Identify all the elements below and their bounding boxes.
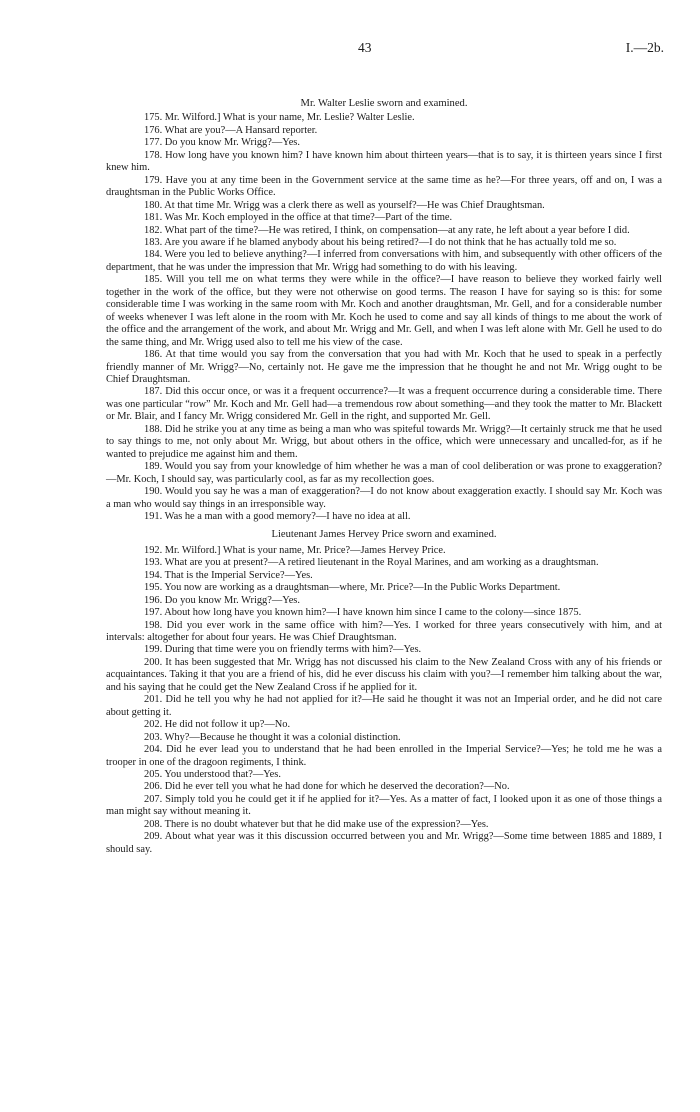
testimony-paragraph [106, 644, 662, 656]
testimony-paragraph [106, 237, 662, 249]
question-number: 205. [144, 769, 163, 781]
paragraph-text: You now are working as a draughtsman—where, Mr. Price?—In the Public Works Department. [164, 582, 561, 594]
paragraph-text: Did you ever work in the same office with him?—Yes. I worked for three years consecutively with him, and at intervals: altogether for about four years. He was Chief Draughtsman. [106, 619, 662, 644]
paragraph-text: He did not follow it up?—No. [164, 719, 291, 731]
document-body [106, 98, 662, 856]
question-number: 187. [144, 386, 163, 398]
testimony-paragraph [106, 212, 662, 224]
testimony-paragraph [106, 831, 662, 856]
testimony-paragraph [106, 819, 662, 831]
testimony-paragraph [106, 657, 662, 694]
testimony-paragraph [106, 595, 662, 607]
question-number: 202. [144, 719, 163, 731]
paragraph-text: Do you know Mr. Wrigg?—Yes. [164, 594, 300, 606]
testimony-paragraph [106, 125, 662, 137]
question-number: 196. [144, 594, 163, 606]
question-number: 184. [144, 249, 163, 261]
testimony-paragraph [106, 557, 662, 569]
testimony-paragraph [106, 225, 662, 237]
question-number: 190. [144, 486, 163, 498]
paragraph-text: That is the Imperial Service?—Yes. [164, 569, 313, 581]
testimony-paragraph [106, 137, 662, 149]
paragraph-text: How long have you known him? I have known him about thirteen years—that is to say, it is thirteen years since I first knew him. [106, 149, 662, 174]
question-number: 199. [144, 644, 163, 656]
question-number: 207. [144, 793, 163, 805]
testimony-paragraph [106, 570, 662, 582]
question-number: 175. [144, 112, 163, 124]
paragraph-text: What part of the time?—He was retired, I think, on compensation—at any rate, he left about a year before I did. [164, 224, 630, 236]
question-number: 189. [144, 461, 163, 473]
testimony-paragraph [106, 511, 662, 523]
testimony-paragraph [106, 769, 662, 781]
paragraph-text: Was Mr. Koch employed in the office at that time?—Part of the time. [164, 212, 453, 224]
testimony-paragraph [106, 620, 662, 645]
testimony-paragraph [106, 461, 662, 486]
question-number: 191. [144, 510, 163, 522]
paragraph-text: Will you tell me on what terms they were while in the office?—I have reason to believe they worked fairly well together in the work of the office, but they were not otherwise on good terms. The reason I have for saying so is this: for some considerable time I was working in the same room with Mr. Koch and another draughtsman, Mr. Gell, and for a considerable number of weeks whenever I was left alone in the room with Mr. Koch he used to come and say all kinds of things to me about the work of the office and the arrangement of the work, and about Mr. Wrigg and Mr. Gell, and when I was left alone with Mr. Gell he used to do the same thing, and Mr. Wrigg used also to tell me his view of the case. [106, 274, 662, 348]
testimony-paragraph [106, 386, 662, 423]
testimony-paragraph [106, 794, 662, 819]
testimony-paragraph [106, 200, 662, 212]
testimony-paragraph [106, 112, 662, 124]
paragraph-text: Would you say from your knowledge of him whether he was a man of cool deliberation or was prone to exaggeration?—Mr. Koch, I should say, was particularly cool, as far as my recollection goes. [106, 461, 662, 485]
paragraph-text: There is no doubt whatever but that he did make use of the expression?—Yes. [164, 818, 489, 830]
testimony-paragraph [106, 150, 662, 175]
question-number: 188. [144, 423, 163, 435]
testimony-paragraph [106, 249, 662, 274]
testimony-paragraph [106, 694, 662, 719]
question-number: 193. [144, 557, 163, 569]
question-number: 185. [144, 274, 163, 286]
testimony-paragraph [106, 175, 662, 200]
question-number: 198. [144, 619, 163, 631]
paragraph-text: Was he a man with a good memory?—I have no idea at all. [164, 510, 411, 522]
paragraph-text: What are you?—A Hansard reporter. [164, 124, 318, 136]
paragraph-text: Have you at any time been in the Government service at the same time as he?—For three years, off and on, I was a draughtsman in the Public Works Office. [106, 174, 662, 199]
question-number: 201. [144, 694, 163, 706]
question-number: 179. [144, 174, 163, 186]
paragraph-text: Are you aware if he blamed anybody about his being retired?—I do not think that he has actually told me so. [164, 236, 617, 248]
question-number: 209. [144, 831, 163, 843]
testimony-paragraph [106, 744, 662, 769]
paragraph-text: Would you say he was a man of exaggeration?—I do not know about exaggeration exactly. I should say Mr. Koch was a man who would say things in an irresponsible way. [106, 486, 662, 510]
paragraph-text: Simply told you he could get it if he applied for it?—Yes. As a matter of fact, I looked upon it as one of those things a man might say without meaning it. [106, 793, 662, 818]
section-heading: Lieutenant James Hervey Price sworn and examined. [271, 529, 497, 541]
question-number: 203. [144, 731, 163, 743]
testimony-paragraph [106, 545, 662, 557]
paragraph-text: Do you know Mr. Wrigg?—Yes. [164, 137, 300, 149]
question-number: 178. [144, 149, 163, 161]
testimony-paragraph [106, 719, 662, 731]
paragraph-text: During that time were you on friendly terms with him?—Yes. [164, 644, 422, 656]
paragraph-text: At that time would you say from the conversation that you had with Mr. Koch that he used to speak in a perfectly friendly manner of Mr. Wrigg?—No, certainly not. He gave me the impression that he thought he and not Mr. Wrigg ought to be Chief Draughtsman. [106, 349, 662, 385]
question-number: 206. [144, 781, 163, 793]
question-number: 200. [144, 656, 163, 668]
document-reference: I.—2b. [625, 40, 664, 55]
question-number: 192. [144, 544, 163, 556]
paragraph-text: Did he strike you at any time as being a man who was spiteful towards Mr. Wrigg?—It certainly struck me that he used to say things to me, not only about Mr. Wrigg, but about others in the office, which were unnecessary and uncalled-for, as if he wanted to prejudice me against him and them. [106, 423, 662, 460]
question-number: 181. [144, 212, 163, 224]
question-number: 194. [144, 569, 163, 581]
testimony-paragraph [106, 486, 662, 511]
page-header [0, 40, 700, 60]
paragraph-text: Did he ever lead you to understand that he had been enrolled in the Imperial Service?—Yes; he told me he was a trooper in one of the dragoon regiments, I think. [106, 744, 662, 768]
question-number: 208. [144, 818, 163, 830]
paragraph-text: What are you at present?—A retired lieutenant in the Royal Marines, and am working as a draughtsman. [164, 557, 599, 569]
paragraph-text: You understood that?—Yes. [164, 769, 281, 781]
testimony-paragraph [106, 781, 662, 793]
testimony-paragraph [106, 732, 662, 744]
paragraph-text: About how long have you known him?—I have known him since I came to the colony—since 1875. [164, 607, 582, 619]
page-number: 43 [358, 40, 372, 55]
testimony-paragraph [106, 582, 662, 594]
paragraph-text: Did he tell you why he had not applied for it?—He said he thought it was not an Imperial order, and he did not care about getting it. [106, 694, 662, 718]
paragraph-text: Why?—Because he thought it was a colonial distinction. [164, 731, 401, 743]
paragraph-text: Mr. Wilford.] What is your name, Mr. Price?—James Hervey Price. [164, 544, 446, 556]
paragraph-text: Did this occur once, or was it a frequent occurrence?—It was a frequent occurrence during a considerable time. There was one particular “row” Mr. Koch and Mr. Gell had—a tremendous row about something—and they took the matter to Mr. Blackett or Mr. Blair, and I fancy Mr. Wrigg considered Mr. Gell in the right, and supported Mr. Gell. [106, 386, 662, 423]
paragraph-text: It has been suggested that Mr. Wrigg has not discussed his claim to the New Zealand Cross with any of his friends or acquaintances. Taking it that you are a friend of his, did he ever discuss his claim with you?—I remember him talking about the war, and his saying that he could get the New Zealand Cross if he applied for it. [106, 656, 662, 693]
testimony-paragraph [106, 607, 662, 619]
question-number: 180. [144, 199, 163, 211]
question-number: 197. [144, 607, 163, 619]
question-number: 195. [144, 582, 163, 594]
testimony-paragraph [106, 349, 662, 386]
question-number: 186. [144, 349, 163, 361]
question-number: 204. [144, 744, 163, 756]
question-number: 176. [144, 124, 163, 136]
paragraph-text: At that time Mr. Wrigg was a clerk there as well as yourself?—He was Chief Draughtsman. [164, 199, 545, 211]
question-number: 177. [144, 137, 163, 149]
paragraph-text: Did he ever tell you what he had done for which he deserved the decoration?—No. [164, 781, 510, 793]
paragraph-text: Mr. Wilford.] What is your name, Mr. Leslie? Walter Leslie. [164, 112, 415, 124]
question-number: 182. [144, 224, 163, 236]
paragraph-text: Were you led to believe anything?—I inferred from conversations with him, and subsequently with other officers of the department, that he was under the impression that Mr. Wrigg had something to do with his leaving. [106, 249, 662, 273]
paragraph-text: About what year was it this discussion occurred between you and Mr. Wrigg?—Some time between 1885 and 1889, I should say. [106, 831, 662, 855]
question-number: 183. [144, 236, 163, 248]
testimony-paragraph [106, 424, 662, 461]
testimony-paragraph [106, 274, 662, 349]
section-heading: Mr. Walter Leslie sworn and examined. [300, 98, 468, 109]
